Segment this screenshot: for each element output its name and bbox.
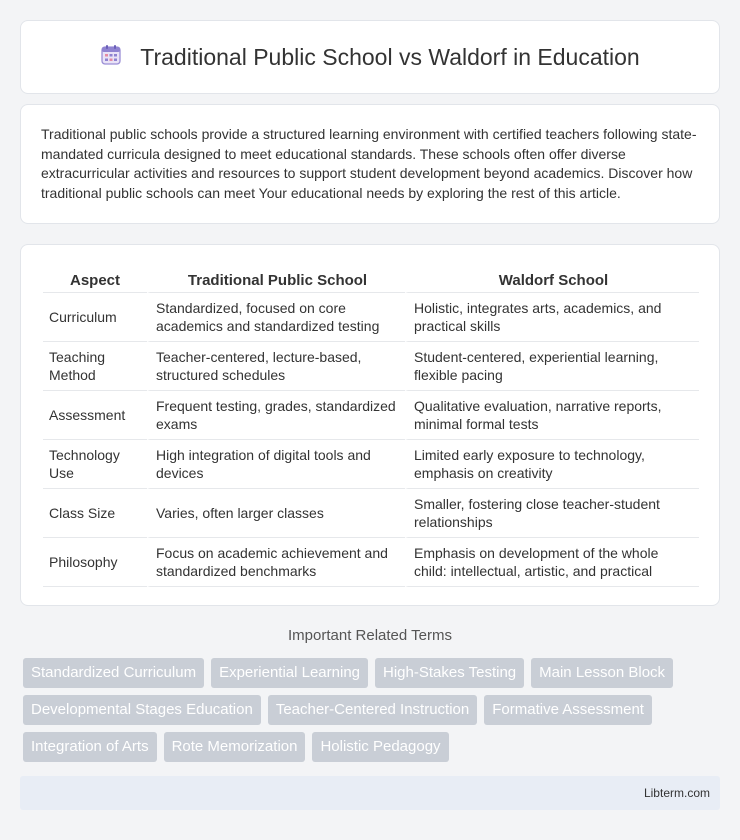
aspect-cell: Technology Use — [43, 440, 147, 489]
traditional-cell: High integration of digital tools and devices — [147, 440, 405, 489]
related-term-tag[interactable]: Main Lesson Block — [531, 658, 673, 688]
waldorf-cell: Limited early exposure to technology, emphasis on creativity — [405, 440, 699, 489]
intro-text: Traditional public schools provide a structured learning environment with certified teachers following state-mandated curricula designed to meet educational standards. These schools often offer diverse extracurricular activities and resources to support student development beyond academics. Discover how traditional public schools can meet Your educational needs by exploring the rest of this article. — [41, 126, 697, 201]
related-term-tag[interactable]: Teacher-Centered Instruction — [268, 695, 477, 725]
table-row — [43, 342, 699, 391]
related-terms-tags — [23, 658, 723, 762]
intro-card — [20, 104, 720, 224]
aspect-cell: Teaching Method — [43, 342, 147, 391]
page-title: Traditional Public School vs Waldorf in Education — [140, 43, 640, 70]
table-row — [43, 538, 699, 587]
related-term-tag[interactable]: Standardized Curriculum — [23, 658, 204, 688]
header-card — [20, 20, 720, 94]
aspect-cell: Curriculum — [43, 293, 147, 342]
table-header-row — [43, 265, 699, 293]
related-term-tag[interactable]: High-Stakes Testing — [375, 658, 524, 688]
traditional-cell: Focus on academic achievement and standardized benchmarks — [147, 538, 405, 587]
comparison-table-card — [20, 244, 720, 606]
aspect-cell: Class Size — [43, 489, 147, 538]
related-term-tag[interactable]: Integration of Arts — [23, 732, 157, 762]
aspect-cell: Assessment — [43, 391, 147, 440]
traditional-cell: Teacher-centered, lecture-based, structured schedules — [147, 342, 405, 391]
traditional-cell: Standardized, focused on core academics and standardized testing — [147, 293, 405, 342]
column-header-aspect: Aspect — [43, 265, 147, 293]
aspect-cell: Philosophy — [43, 538, 147, 587]
traditional-cell: Varies, often larger classes — [147, 489, 405, 538]
comparison-table — [43, 265, 699, 587]
waldorf-cell: Qualitative evaluation, narrative reports, minimal formal tests — [405, 391, 699, 440]
calendar-icon — [100, 44, 122, 71]
related-term-tag[interactable]: Experiential Learning — [211, 658, 368, 688]
waldorf-cell: Smaller, fostering close teacher-student relationships — [405, 489, 699, 538]
table-row — [43, 440, 699, 489]
column-header-waldorf: Waldorf School — [405, 265, 699, 293]
column-header-traditional: Traditional Public School — [147, 265, 405, 293]
traditional-cell: Frequent testing, grades, standardized exams — [147, 391, 405, 440]
waldorf-cell: Holistic, integrates arts, academics, and practical skills — [405, 293, 699, 342]
waldorf-cell: Emphasis on development of the whole child: intellectual, artistic, and practical — [405, 538, 699, 587]
related-term-tag[interactable]: Holistic Pedagogy — [312, 732, 448, 762]
table-row — [43, 293, 699, 342]
waldorf-cell: Student-centered, experiential learning, flexible pacing — [405, 342, 699, 391]
related-terms-title: Important Related Terms — [288, 627, 452, 644]
table-row — [43, 489, 699, 538]
table-row — [43, 391, 699, 440]
footer — [20, 776, 720, 810]
footer-site-link[interactable]: Libterm.com — [643, 786, 710, 800]
related-term-tag[interactable]: Formative Assessment — [484, 695, 652, 725]
related-term-tag[interactable]: Developmental Stages Education — [23, 695, 261, 725]
related-term-tag[interactable]: Rote Memorization — [164, 732, 306, 762]
